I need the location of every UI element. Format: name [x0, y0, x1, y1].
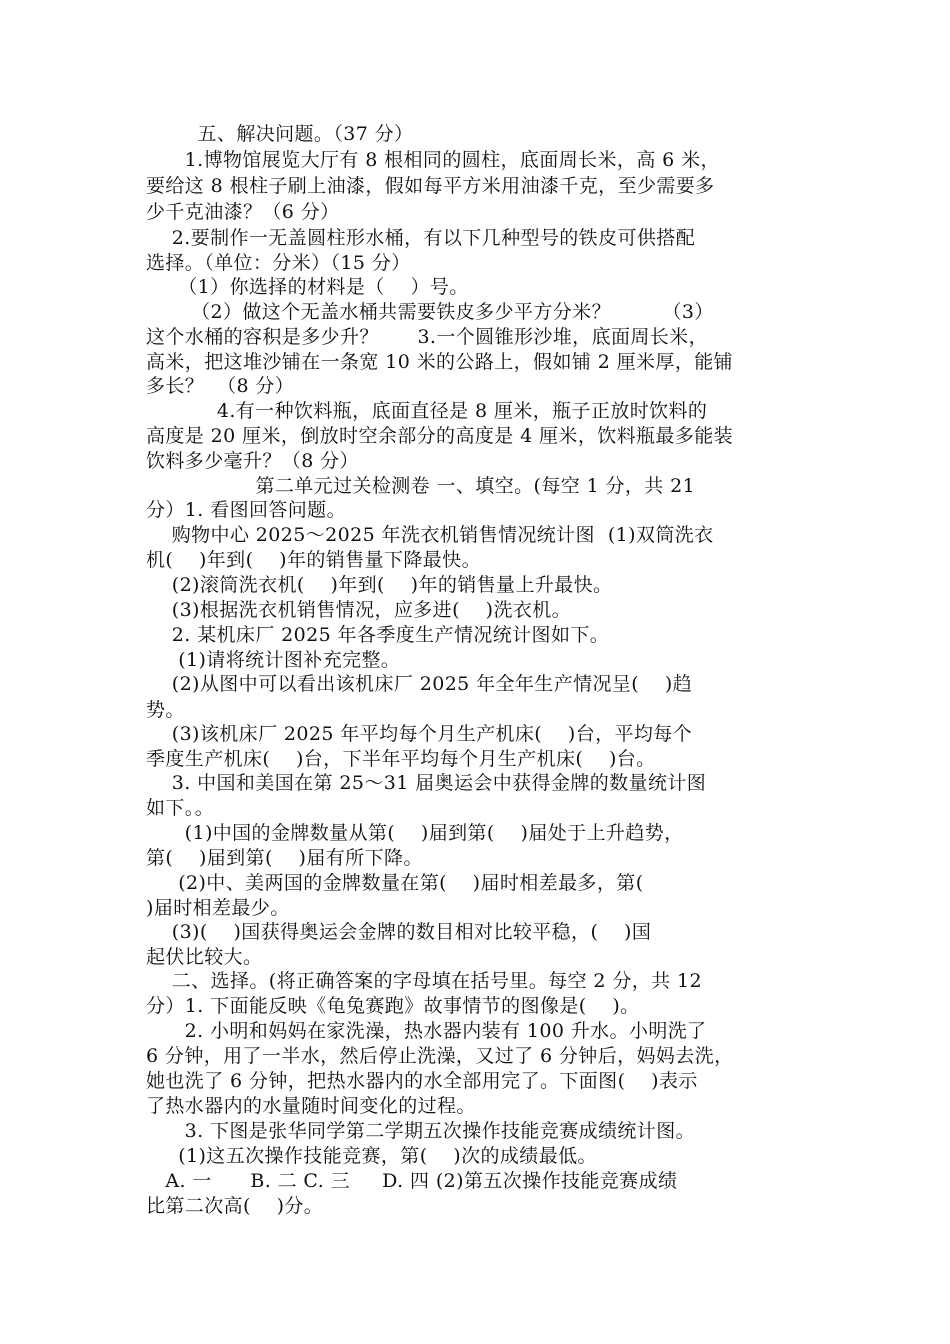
text-line: 购物中心 2025～2025 年洗衣机销售情况统计图 (1)双筒洗衣 — [146, 524, 714, 546]
text-line: 高度是 20 厘米，倒放时空余部分的高度是 4 厘米，饮料瓶最多能装 — [146, 425, 734, 447]
text-line: 选择。（单位：分米）（15 分） — [146, 252, 411, 274]
text-line: (1)这五次操作技能竞赛，第( )次的成绩最低。 — [146, 1145, 597, 1167]
text-line: (3)根据洗衣机销售情况，应多进( )洗衣机。 — [146, 599, 572, 621]
text-line: 2. 小明和妈妈在家洗澡，热水器内装有 100 升水。小明洗了 — [146, 1020, 707, 1042]
text-line: 势。 — [146, 699, 185, 721]
text-line: 2.要制作一无盖圆柱形水桶，有以下几种型号的铁皮可供搭配 — [146, 227, 696, 249]
text-line: 分）1. 下面能反映《龟兔赛跑》故事情节的图像是( )。 — [146, 995, 640, 1017]
text-line: 要给这 8 根柱子刷上油漆，假如每平方米用油漆千克，至少需要多 — [146, 175, 715, 197]
text-line: (3)( )国获得奥运会金牌的数目相对比较平稳，( )国 — [146, 921, 652, 943]
text-line: 2. 某机床厂 2025 年各季度生产情况统计图如下。 — [146, 624, 610, 646]
text-line: (2)滚筒洗衣机( )年到( )年的销售量上升最快。 — [146, 574, 613, 596]
text-line: 高米，把这堆沙铺在一条宽 10 米的公路上，假如铺 2 厘米厚，能铺 — [146, 351, 734, 373]
text-line: (2)中、美两国的金牌数量在第( )届时相差最多，第( — [146, 872, 644, 894]
text-line: 第( )届到第( )届有所下降。 — [146, 847, 423, 869]
text-line: (2)从图中可以看出该机床厂 2025 年全年生产情况呈( )趋 — [146, 673, 693, 695]
text-line: 季度生产机床( )台，下半年平均每个月生产机床( )台。 — [146, 748, 656, 770]
text-line: 饮料多少毫升？（8 分） — [146, 450, 359, 472]
text-line: 起伏比较大。 — [146, 946, 263, 968]
text-line: 如下。。 — [146, 797, 215, 819]
text-line: 了热水器内的水量随时间变化的过程。 — [146, 1095, 476, 1117]
text-line: 机( )年到( )年的销售量下降最快。 — [146, 549, 481, 571]
text-line: （1）你选择的材料是（ ）号。 — [146, 276, 469, 298]
text-line: (1)请将统计图补充完整。 — [146, 649, 401, 671]
text-line: 1.博物馆展览大厅有 8 根相同的圆柱，底面周长米，高 6 米， — [146, 149, 720, 171]
text-line: 3. 下图是张华同学第二学期五次操作技能竞赛成绩统计图。 — [146, 1120, 696, 1142]
text-line: 第二单元过关检测卷 一、填空。(每空 1 分，共 21 — [146, 475, 696, 497]
text-line: 五、解决问题。（37 分） — [146, 123, 414, 145]
text-line: A. 一 B. 二 C. 三 D. 四 (2)第五次操作技能竞赛成绩 — [146, 1170, 678, 1192]
text-line: (1)中国的金牌数量从第( )届到第( )届处于上升趋势， — [146, 822, 684, 844]
text-line: 少千克油漆？（6 分） — [146, 201, 340, 223]
text-line: 她也洗了 6 分钟，把热水器内的水全部用完了。下面图( )表示 — [146, 1070, 698, 1092]
text-line: （2）做这个无盖水桶共需要铁皮多少平方分米？ （3） — [146, 301, 714, 323]
text-line: 3. 中国和美国在第 25～31 届奥运会中获得金牌的数量统计图 — [146, 772, 707, 794]
text-line: )届时相差最少。 — [146, 897, 290, 919]
text-line: (3)该机床厂 2025 年平均每个月生产机床( )台，平均每个 — [146, 723, 693, 745]
text-line: 二、选择。(将正确答案的字母填在括号里。每空 2 分，共 12 — [146, 970, 702, 992]
text-line: 6 分钟，用了一半水，然后停止洗澡，又过了 6 分钟后，妈妈去洗， — [146, 1045, 734, 1067]
text-line: 分）1. 看图回答问题。 — [146, 499, 346, 521]
text-line: 这个水桶的容积是多少升？ 3.一个圆锥形沙堆，底面周长米， — [146, 326, 708, 348]
text-line: 多长？ （8 分） — [146, 375, 295, 397]
text-line: 比第二次高( )分。 — [146, 1195, 324, 1217]
text-line: 4.有一种饮料瓶，底面直径是 8 厘米，瓶子正放时饮料的 — [146, 400, 708, 422]
